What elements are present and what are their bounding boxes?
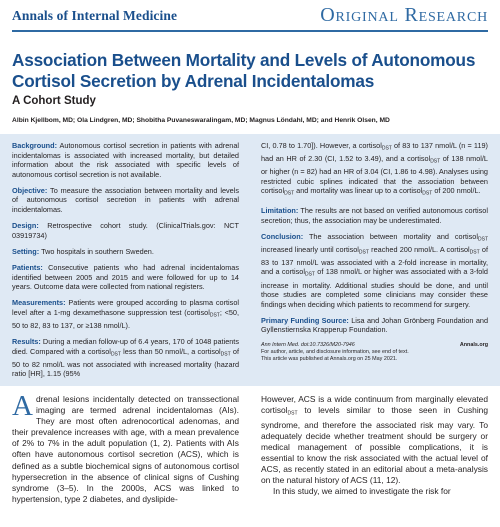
article-subtitle: A Cohort Study [12,95,96,107]
section-heading: Conclusion: [261,231,304,241]
section-text: To measure the association between mortality and levels of autonomous cortisol secretion in patients with adrenal incidentalomas. [12,185,239,215]
citation-row [261,342,488,349]
abstract-background [12,141,239,179]
section-heading: Measurements: [12,298,66,308]
header-divider [12,30,488,32]
body-text-right [261,394,488,497]
section-text: The association between mortality and cortisol [308,231,478,241]
section-text: Autonomous cortisol secretion in patients with adrenal incidentalomas is associated with increased mortality, but detailed information about the risk associated with specific levels of autonomous cortisol secretion is not available. [12,141,239,179]
section-text: reached 200 nmol/L. A cortisol [368,244,470,254]
abstract-conclusion [261,232,488,310]
section-heading: Background: [12,141,57,150]
abstract-results [12,337,239,379]
section-text: and mortality was linear up to a cortisol [294,186,423,196]
subscript: DST [381,145,392,152]
subscript: DST [422,190,433,197]
section-text: of 83 to 137 nmol/L (n = 119) had an HR of 2.30 (CI, 1.52 to 3.49), and a cortisol [261,141,488,164]
body-text: to levels similar to those seen in Cushing syndrome, and therefore the associated risk may vary. To adequately decide whether treatment should be surgery or medical management of possible complications, it is essential to know the risk associated with the actual level of ACS, as recently stated in an editorial about a meta-analysis on the natural history of ACS (11, 12). [261,405,488,486]
section-text: of 138 nmol/L or higher was associated with a 3-fold increase in mortality. Additional studies should be done, and until those studies are completed some clinicians may consider these findings when deciding which patients to recommend for surgery. [261,267,488,309]
author-info-note: For author, article, and disclosure information, see end of text. [261,348,409,355]
citation-info [261,342,488,364]
section-heading: Objective: [12,185,48,195]
section-text: Retrospective cohort study. (ClinicalTrials.gov: NCT 03919734) [12,221,239,240]
body-text-left [12,390,239,505]
section-text: less than 50 nmol/L, a cortisol [120,346,221,356]
section-text: of 138 nmol/L or higher (n = 82) had an HR of 3.04 (CI, 1.86 to 4.98). Analyses using restricted cubic splines indicated that the association between cortisol [261,154,488,196]
subscript: DST [469,249,480,256]
abstract-left-column [12,141,239,385]
section-text: Two hospitals in southern Sweden. [41,246,154,256]
site-link[interactable]: Annals.org [459,341,488,348]
section-text: During a median follow-up of 6.4 years, 170 of 1048 patients died. Compared with a cortisol [12,337,239,356]
section-text: of 83 to 137 nmol/L was associated with a 2-fold increase in mortality, and a cortisol [261,244,488,277]
subscript: DST [358,249,369,256]
section-text: ; <50, 50 to 82, 83 to 137, or ≥138 nmol/L). [12,307,239,330]
section-heading: Primary Funding Source: [261,315,349,325]
abstract-limitation [261,206,488,225]
abstract-setting [12,247,239,257]
subscript: DST [430,158,441,165]
section-text: Patients were grouped according to plasma cortisol level after a 1-mg dexamethasone suppression test (cortisol [12,298,240,317]
abstract-patients [12,263,239,292]
article-title: Association Between Mortality and Levels of Autonomous Cortisol Secretion by Adrenal Incidentalomas [12,50,476,91]
section-heading: Limitation: [261,205,299,215]
body-paragraph: drenal lesions incidentally detected on transsectional imaging are termed adrenal incidentalomas (AIs). They are most often adrenocortical adenomas, and their prevalence increases with age, with a mean prevalence of 2% to 7% in the adult population (1, 2). Patients with AIs often have autonomous cortisol secretion (ACS), which is defined as a subtle biochemical signs of autonomous cortisol hypersecretion in the absence of clinical signs of Cushing syndrome (3–5). In the 2000s, ACS was linked to hypertension, type 2 diabetes, and dyslipide- [12,394,239,504]
subscript: DST [209,312,220,319]
section-text: of 50 to 82 nmol/L was not associated with increased mortality (hazard ratio [HR], 1.15 (95% [12,346,239,379]
section-heading: Patients: [12,262,43,272]
journal-name: Annals of Internal Medicine [12,8,178,23]
abstract-design [12,221,239,240]
body-text: However, ACS is a wide continuum from marginally elevated cortisol [261,394,488,416]
section-text: Lisa and Johan Grönberg Foundation and Gyllenstiernska Krapperup Foundation. [261,315,489,335]
author-list: Albin Kjellbom, MD; Ola Lindgren, MD; Shobitha Puvaneswaralingam, MD; Magnus Löndahl, MD; and Henrik Olsen, MD [12,117,390,124]
body-paragraph: In this study, we aimed to investigate the risk for [273,486,451,497]
subscript: DST [284,190,295,197]
section-heading: Results: [12,337,41,346]
section-text: of 200 nmol/L. [432,186,481,196]
subscript: DST [287,410,298,417]
section-text: The results are not based on verified autonomous cortisol secretion; thus, the association may be underestimated. [261,205,488,225]
section-heading: Setting: [12,246,40,256]
drop-cap: A [12,390,33,422]
abstract-objective [12,186,239,215]
abstract-funding [261,316,488,335]
subscript: DST [110,351,121,358]
subscript: DST [304,271,315,278]
abstract-measurements [12,298,239,330]
section-label: Original Research [320,4,488,26]
abstract-right-column [261,141,488,363]
section-text: increased linearly until cortisol [261,244,359,254]
abstract-results-continued [261,141,488,199]
section-text: CI, 0.78 to 1.70]). However, a cortisol [261,141,382,150]
doi-reference: Ann Intern Med. doi:10.7326/M20-7946 [261,341,355,348]
subscript: DST [220,351,231,358]
subscript: DST [478,236,488,243]
section-text: Consecutive patients who had adrenal incidentalomas identified between 2005 and 2015 and were followed for up to 14 years. Outcome data were collected from national registers. [12,262,239,292]
section-heading: Design: [12,221,39,231]
publication-note: This article was published at Annals.org on 25 May 2021. [261,355,398,362]
body-paragraph [261,394,488,485]
